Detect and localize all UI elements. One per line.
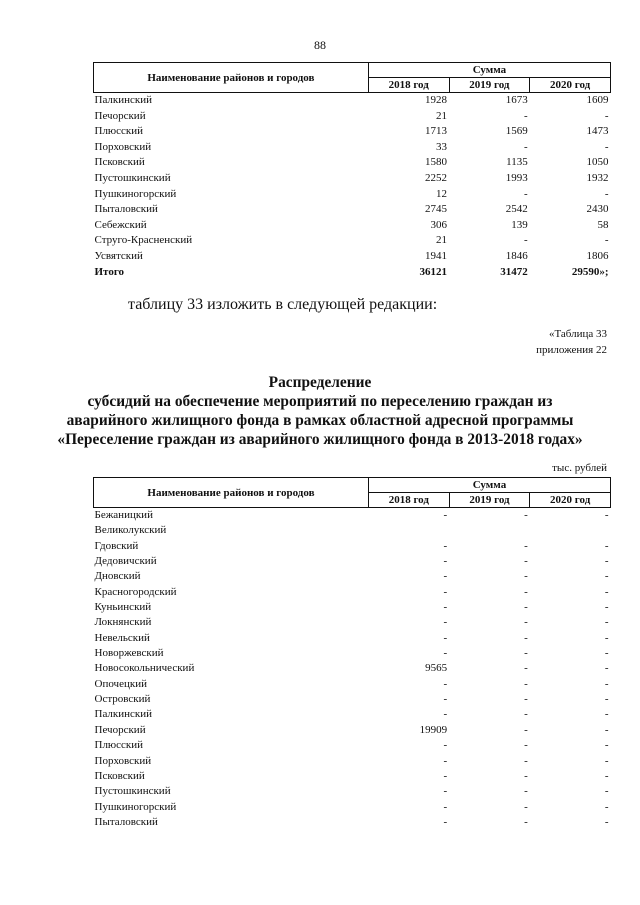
subsidy-table: [93, 477, 611, 830]
cell-2020: -: [604, 815, 609, 828]
table-row: [94, 754, 611, 769]
table-row: [94, 508, 611, 524]
cell-2018: 33: [436, 140, 448, 153]
cell-2020: -: [604, 601, 609, 614]
table-row: [94, 171, 611, 187]
cell-2019: -: [524, 723, 528, 736]
cell-2018: 1713: [425, 125, 448, 138]
cell-district: Бежаницкий: [94, 509, 153, 521]
cell-2019: -: [524, 800, 528, 813]
cell-2018: 2745: [425, 203, 448, 216]
cell-2019: -: [524, 109, 528, 122]
cell-2018: -: [443, 739, 448, 752]
cell-2020: -: [604, 555, 609, 568]
table-row: [94, 631, 611, 646]
cell-district: Плюсский: [94, 125, 144, 138]
cell-2018: -: [443, 631, 448, 644]
cell-district: Дедовичский: [94, 555, 157, 568]
cell-2018: -: [443, 509, 448, 521]
cell-2019: -: [524, 693, 528, 706]
table-row: [94, 646, 611, 661]
table-row: [94, 615, 611, 630]
table-row: [94, 140, 611, 156]
cell-district: Плюсский: [94, 739, 144, 752]
table-row: [94, 677, 611, 692]
cell-district: Струго-Красненский: [94, 234, 193, 247]
cell-2019: -: [524, 601, 528, 614]
table-row: [94, 93, 611, 109]
cell-district: Палкинский: [94, 708, 153, 721]
table-row: [94, 155, 611, 171]
cell-2020: -: [604, 677, 609, 690]
cell-2020: -: [604, 754, 609, 767]
cell-2018: 1941: [425, 249, 448, 262]
cell-2019: -: [524, 708, 528, 721]
cell-district: Печорский: [94, 723, 146, 736]
cell-2020: -: [604, 769, 609, 782]
cell-2019: -: [524, 647, 528, 660]
title-line-4: «Переселение граждан из аварийного жилищного фонда в 2013-2018 годах»: [57, 431, 583, 448]
cell-district: Порховский: [94, 140, 152, 153]
cell-2018: 19909: [419, 723, 448, 736]
cell-district: Себежский: [94, 218, 147, 231]
cell-2019: -: [524, 662, 528, 675]
cell-2020: -: [604, 509, 609, 521]
cell-2018: -: [443, 769, 448, 782]
cell-2019: -: [524, 555, 528, 568]
cell-2019: -: [524, 570, 528, 583]
cell-2020: -: [604, 570, 609, 583]
cell-2019: -: [524, 739, 528, 752]
table-row: [94, 707, 611, 722]
header-sum: Сумма: [368, 478, 610, 493]
header-name: Наименование районов и городов: [94, 63, 369, 93]
cell-2018: -: [443, 677, 448, 690]
cell-2018: 21: [436, 234, 448, 247]
cell-district: Опочецкий: [94, 677, 147, 690]
cell-2020: -: [604, 539, 609, 552]
page-number: 88: [314, 38, 326, 52]
table-row: [94, 202, 611, 218]
cell-2018: 1580: [425, 156, 448, 169]
cell-2020: -: [604, 662, 609, 675]
cell-2020: -: [604, 109, 609, 122]
header-2018: 2018 год: [368, 78, 449, 93]
table-row: [94, 784, 611, 799]
cell-2018: 1928: [425, 94, 448, 106]
cell-2020: -: [604, 616, 609, 629]
cell-district: Пустошкинский: [94, 171, 171, 184]
cell-2019: -: [524, 585, 528, 598]
cell-2019: -: [524, 616, 528, 629]
cell-2019: 1569: [505, 125, 528, 138]
total-row: [94, 265, 611, 281]
cell-2020: -: [604, 234, 609, 247]
cell-district: Куньинский: [94, 601, 152, 614]
cell-2018: 36121: [419, 265, 448, 278]
table-row: [94, 800, 611, 815]
cell-2019: -: [524, 754, 528, 767]
cell-2018: [368, 523, 449, 538]
table-row: [94, 692, 611, 707]
cell-2019: [449, 523, 530, 538]
table-continuation: [93, 62, 611, 280]
cell-2019: -: [524, 187, 528, 200]
table-body: [94, 508, 611, 831]
cell-district: Усвятский: [94, 249, 143, 262]
cell-2019: -: [524, 769, 528, 782]
table-row: [94, 723, 611, 738]
table-row: [94, 661, 611, 676]
cell-2018: 9565: [425, 662, 448, 675]
table-row: [94, 585, 611, 600]
cell-2019: -: [524, 677, 528, 690]
cell-2020: -: [604, 647, 609, 660]
cell-2018: -: [443, 585, 448, 598]
cell-2018: -: [443, 708, 448, 721]
table-row: [94, 218, 611, 234]
cell-2019: 139: [511, 218, 528, 231]
cell-2018: -: [443, 800, 448, 813]
header-2020: 2020 год: [530, 78, 611, 93]
cell-2019: -: [524, 140, 528, 153]
cell-district: Итого: [94, 265, 125, 278]
cell-2018: -: [443, 647, 448, 660]
cell-2020: -: [604, 739, 609, 752]
cell-2018: 306: [430, 218, 448, 231]
cell-district: Псковский: [94, 156, 145, 169]
table-row: [94, 600, 611, 615]
cell-2019: 1993: [505, 171, 528, 184]
cell-2018: -: [443, 555, 448, 568]
cell-2020: 29590»;: [571, 265, 609, 278]
cell-district: Порховский: [94, 754, 152, 767]
table-body: [94, 93, 611, 281]
title-line-2: субсидий на обеспечение мероприятий по переселению граждан из: [87, 393, 553, 410]
table-reference-line2: приложения 22: [536, 344, 607, 356]
cell-2020: 1932: [586, 171, 609, 184]
cell-district: Гдовский: [94, 539, 139, 552]
table-row: [94, 569, 611, 584]
table-row: [94, 554, 611, 569]
table-reference-line1: «Таблица 33: [548, 328, 607, 340]
cell-2018: -: [443, 693, 448, 706]
cell-district: Пустошкинский: [94, 785, 171, 798]
table-row: [94, 187, 611, 203]
cell-2019: 1846: [505, 249, 528, 262]
cell-2020: 1806: [586, 249, 609, 262]
cell-district: Псковский: [94, 769, 145, 782]
table-row: [94, 738, 611, 753]
cell-2020: -: [604, 140, 609, 153]
table-row: [94, 769, 611, 784]
cell-district: Дновский: [94, 570, 141, 583]
cell-district: Палкинский: [94, 94, 153, 106]
cell-2018: -: [443, 616, 448, 629]
table-row: [94, 249, 611, 265]
cell-2019: -: [524, 234, 528, 247]
cell-2020: -: [604, 800, 609, 813]
cell-2019: -: [524, 631, 528, 644]
cell-2020: 2430: [586, 203, 609, 216]
cell-2018: -: [443, 601, 448, 614]
cell-2018: -: [443, 570, 448, 583]
table-row: [94, 109, 611, 125]
title-line-3: аварийного жилищного фонда в рамках областной адресной программы: [66, 412, 574, 429]
cell-2020: -: [604, 723, 609, 736]
cell-2018: -: [443, 539, 448, 552]
cell-2020: -: [604, 187, 609, 200]
table-row: [94, 233, 611, 249]
cell-district: Невельский: [94, 631, 150, 644]
cell-2019: -: [524, 785, 528, 798]
cell-2020: -: [604, 785, 609, 798]
cell-district: Пыталовский: [94, 815, 158, 828]
cell-2020: -: [604, 585, 609, 598]
intro-text: таблицу 33 изложить в следующей редакции:: [128, 296, 438, 313]
cell-2020: -: [604, 708, 609, 721]
cell-district: Красногородский: [94, 585, 177, 598]
cell-2019: -: [524, 815, 528, 828]
table-row: [94, 815, 611, 830]
cell-district: Пушкиногорский: [94, 800, 177, 813]
table-row: [94, 539, 611, 554]
cell-2020: 58: [597, 218, 609, 231]
header-2019: 2019 год: [449, 78, 530, 93]
cell-2020: 1473: [586, 125, 609, 138]
cell-2018: 21: [436, 109, 448, 122]
cell-2019: 1673: [505, 94, 528, 106]
cell-district: Новосокольнический: [94, 662, 195, 675]
header-2018: 2018 год: [368, 493, 449, 508]
table-row: [94, 124, 611, 140]
cell-2019: 1135: [506, 156, 528, 169]
cell-district: Новоржевский: [94, 647, 164, 660]
title-line-1: Распределение: [268, 374, 372, 391]
cell-district: Локнянский: [94, 616, 152, 629]
cell-2019: -: [524, 509, 528, 521]
cell-2019: 31472: [500, 265, 528, 278]
cell-district: Великолукский: [94, 524, 167, 537]
header-name: Наименование районов и городов: [94, 478, 369, 508]
cell-2020: 1050: [586, 156, 609, 169]
cell-2018: 12: [436, 187, 448, 200]
cell-2020: -: [604, 693, 609, 706]
cell-2020: -: [604, 631, 609, 644]
cell-2019: -: [524, 539, 528, 552]
table-row: [94, 523, 611, 538]
cell-2019: 2542: [505, 203, 528, 216]
cell-district: Пыталовский: [94, 203, 158, 216]
cell-2018: -: [443, 754, 448, 767]
cell-district: Пушкиногорский: [94, 187, 177, 200]
units-label: тыс. рублей: [552, 462, 607, 474]
cell-2018: -: [443, 785, 448, 798]
cell-2018: 2252: [425, 171, 448, 184]
cell-2020: [530, 523, 611, 538]
cell-district: Островский: [94, 693, 151, 706]
header-sum: Сумма: [368, 63, 610, 78]
cell-2020: 1609: [586, 94, 609, 106]
cell-2018: -: [443, 815, 448, 828]
header-2019: 2019 год: [449, 493, 530, 508]
header-2020: 2020 год: [530, 493, 611, 508]
document-title: [0, 373, 640, 449]
cell-district: Печорский: [94, 109, 146, 122]
